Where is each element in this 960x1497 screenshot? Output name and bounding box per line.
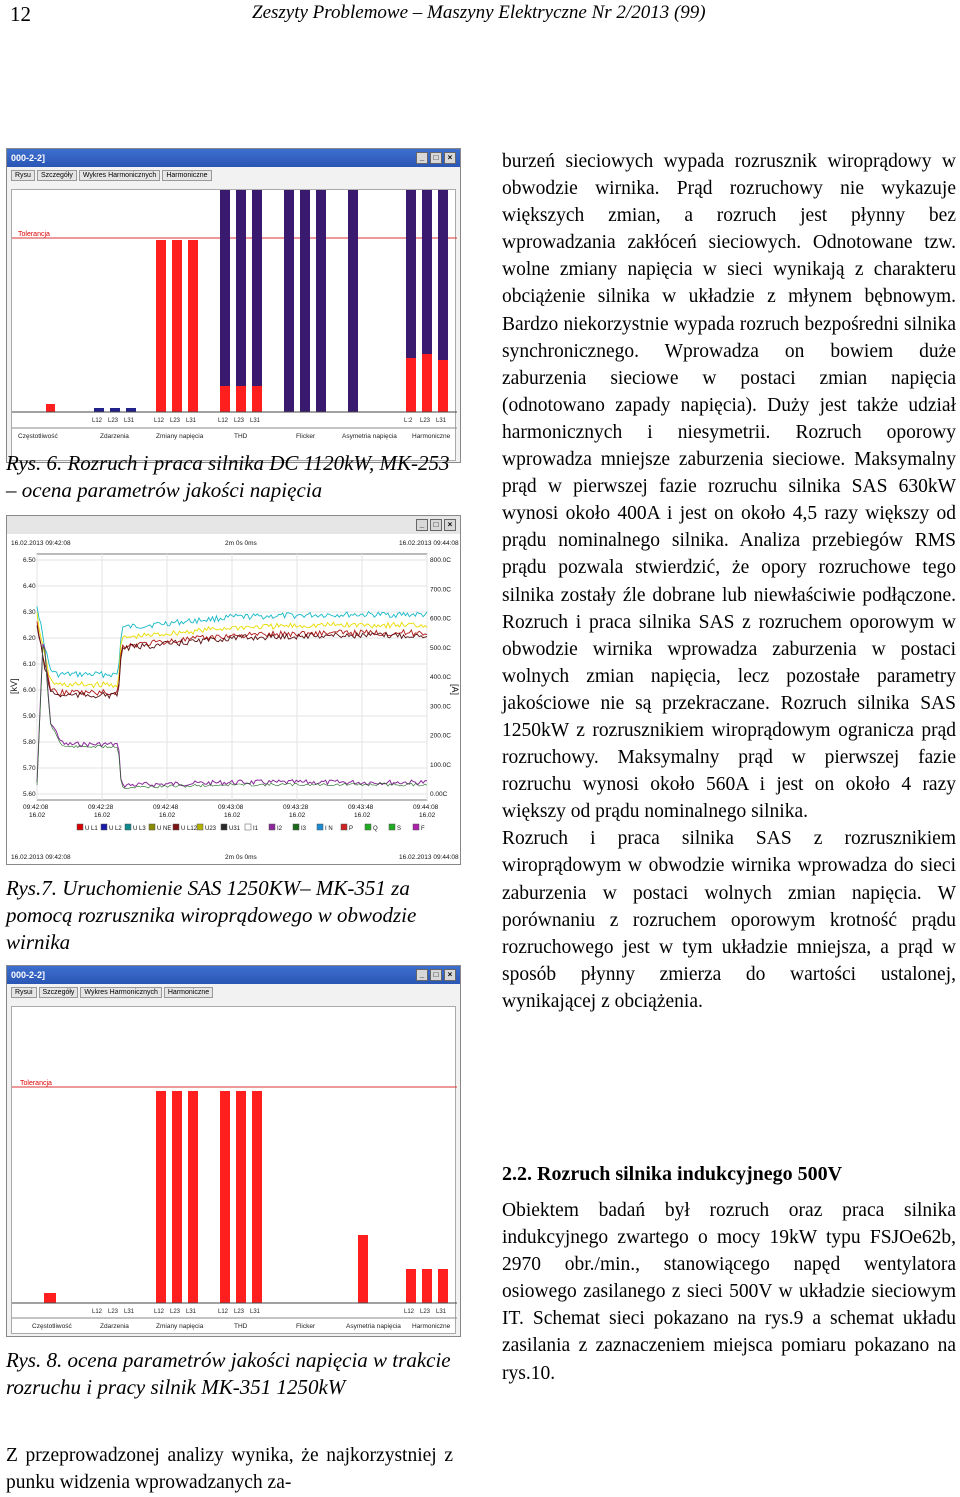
tick-label: L23: [234, 418, 245, 424]
maximize-icon[interactable]: □: [430, 519, 442, 531]
legend-label: U23: [205, 826, 217, 832]
legend-label: I3: [301, 826, 307, 832]
footer-start: 16.02.2013 09:42:08: [11, 854, 71, 861]
fig6-bars: [46, 190, 448, 412]
legend-label: S: [397, 826, 402, 832]
y-left-tick-label: 6.50: [23, 557, 36, 564]
fig8-bars: [44, 1091, 448, 1303]
legend-swatch: [341, 824, 347, 830]
group-label: Flicker: [296, 1323, 316, 1330]
tab-4[interactable]: Harmoniczne: [164, 987, 213, 998]
tick-label: L12: [218, 1309, 229, 1315]
window-title-bar: [7, 149, 460, 167]
bar: [172, 1091, 182, 1303]
tick-label: L12: [218, 418, 229, 424]
x-tick-date: 16.02: [159, 812, 176, 819]
legend-label: U L2: [109, 826, 122, 832]
legend-label: U L12: [181, 826, 198, 832]
tick-label: L23: [420, 418, 431, 424]
group-label: THD: [234, 1323, 248, 1330]
legend-label: Q: [373, 826, 378, 832]
y-right-tick-label: 0.00C: [430, 791, 448, 798]
bar: [172, 240, 182, 412]
window-title: 000-2-2]: [11, 970, 46, 980]
y-left-tick-label: 6.10: [23, 661, 36, 668]
y-left-tick-label: 6.40: [23, 583, 36, 590]
x-tick-time: 09:42:48: [153, 804, 179, 811]
x-tick-time: 09:43:48: [348, 804, 374, 811]
legend-swatch: [173, 824, 179, 830]
window-title-bar: [7, 516, 460, 534]
bar: [316, 190, 326, 412]
legend-swatch: [197, 824, 203, 830]
legend-swatch: [245, 824, 251, 830]
tolerance-label: Tolerancja: [18, 231, 50, 238]
legend-label: U NE: [157, 826, 172, 832]
tick-label: L12: [154, 418, 165, 424]
bar: [358, 1235, 368, 1303]
bar: [252, 190, 262, 386]
legend-swatch: [413, 824, 419, 830]
tick-label: L23: [234, 1309, 245, 1315]
bar: [284, 190, 294, 412]
tick-label: L31: [436, 418, 447, 424]
legend-swatch: [269, 824, 275, 830]
group-label: Asymetria napięcia: [346, 1323, 401, 1330]
tick-label: L:2: [404, 418, 413, 424]
legend-swatch: [149, 824, 155, 830]
tick-label: L31: [250, 1309, 261, 1315]
close-icon[interactable]: ×: [444, 969, 456, 981]
bar: [438, 1269, 448, 1303]
tolerance-label: Tolerancja: [20, 1080, 52, 1087]
bar: [300, 190, 310, 412]
close-icon[interactable]: ×: [444, 152, 456, 164]
legend-label: F: [421, 826, 425, 832]
tick-label: L31: [124, 418, 135, 424]
legend-label: U31: [229, 826, 241, 832]
bar-plot-area: [11, 189, 456, 461]
bar: [406, 190, 416, 358]
minimize-icon[interactable]: _: [416, 969, 428, 981]
tick-label: L23: [170, 1309, 181, 1315]
legend-label: P: [349, 826, 354, 832]
tick-label: L12: [404, 1309, 415, 1315]
legend-swatch: [389, 824, 395, 830]
bar: [236, 190, 246, 386]
group-label: Zmiany napięcia: [156, 433, 204, 440]
bar: [220, 1091, 230, 1303]
legend-label: I2: [277, 826, 283, 832]
y-right-tick-label: 500.0C: [430, 644, 451, 652]
x-tick-date: 16.02: [419, 812, 436, 819]
legend-swatch: [293, 824, 299, 830]
bar: [156, 240, 166, 412]
bar: [94, 408, 104, 412]
bar: [110, 408, 120, 412]
minimize-icon[interactable]: _: [416, 519, 428, 531]
figure-7-screenshot: [6, 515, 461, 865]
x-tick-time: 09:42:08: [23, 804, 49, 811]
y-right-tick-label: 300.0C: [430, 703, 451, 711]
y-right-tick-label: 400.0C: [430, 674, 451, 681]
group-label: Zdarzenia: [100, 1323, 129, 1330]
maximize-icon[interactable]: □: [430, 969, 442, 981]
tab-4[interactable]: Harmoniczne: [162, 170, 211, 181]
y-right-tick-label: 600.0C: [430, 615, 451, 623]
bar: [348, 190, 358, 412]
bar-plot-area: [11, 1006, 456, 1334]
group-label: Flicker: [296, 433, 316, 440]
journal-title: Zeszyty Problemowe – Maszyny Elektryczne Nr 2/2013 (99): [252, 2, 706, 23]
y-left-tick-label: 5.80: [23, 739, 36, 746]
figure-8-screenshot: [6, 965, 461, 1337]
fig7-svg: [7, 534, 460, 864]
footer-mid: 2m 0s 0ms: [225, 854, 257, 861]
bar: [44, 1293, 56, 1303]
tick-label: L31: [186, 418, 197, 424]
bar: [46, 404, 55, 412]
tick-label: L23: [108, 418, 119, 424]
tab-bar: [7, 984, 460, 1001]
bar: [422, 1269, 432, 1303]
tab-1[interactable]: Rysui: [11, 987, 37, 998]
minimize-icon[interactable]: _: [416, 152, 428, 164]
tick-label: L23: [108, 1309, 119, 1315]
legend-swatch: [77, 824, 83, 830]
group-label: Częstotliwość: [18, 433, 58, 440]
tab-2[interactable]: Szczegóły: [37, 170, 77, 181]
group-label: Zdarzenia: [100, 433, 129, 440]
legend-label: U L3: [133, 826, 146, 832]
x-tick-time: 09:43:08: [218, 804, 244, 811]
group-label: Harmoniczne: [412, 433, 451, 440]
time-start: 16.02.2013 09:42:08: [11, 540, 71, 547]
y-left-tick-label: 6.20: [23, 635, 36, 642]
bar: [156, 1091, 166, 1303]
tab-bar: [7, 167, 460, 184]
x-tick-time: 09:44:08: [413, 804, 439, 811]
bar: [422, 190, 432, 354]
tick-label: L23: [420, 1309, 431, 1315]
bar: [252, 386, 262, 412]
group-label: Częstotliwość: [32, 1323, 72, 1330]
y-right-tick-label: 800.0C: [430, 557, 451, 564]
section-heading: 2.2. Rozruch silnika indukcyjnego 500V: [502, 1163, 843, 1185]
bar: [406, 1269, 416, 1303]
bar: [220, 190, 230, 386]
window-title: 000-2-2]: [11, 153, 46, 163]
x-tick-date: 16.02: [354, 812, 371, 819]
figure-8-caption: Rys. 8. ocena parametrów jakości napięcia w trakcie rozruchu i pracy silnik MK-351 1250kW: [6, 1348, 451, 1399]
bar: [438, 190, 448, 360]
x-tick-date: 16.02: [29, 812, 46, 819]
y-right-tick-label: 700.0C: [430, 586, 451, 594]
x-tick-date: 16.02: [94, 812, 111, 819]
window-title-bar: [7, 966, 460, 984]
group-label: THD: [234, 433, 248, 440]
paragraph: Rozruch i praca silnika SAS z rozrusznikiem wiroprądowym w obwodzie wirnika wprowadza do sieci zaburzenia w postaci wolnych zmian napięcia. W porównaniu z rozruchem oporowym krotność prądu rozruchowego jest w tym układzie mniejsza, a prąd w sposób płynny zmierza do wartości ustalonej, wynikającej z obciążenia.: [502, 828, 956, 1012]
y-left-tick-label: 5.70: [23, 765, 36, 772]
close-icon[interactable]: ×: [444, 519, 456, 531]
tab-3[interactable]: Wykres Harmonicznych: [80, 987, 161, 998]
legend-swatch: [125, 824, 131, 830]
bar: [252, 1091, 262, 1303]
bar: [422, 354, 432, 412]
group-label: Zmiany napięcia: [156, 1323, 204, 1330]
x-tick-date: 16.02: [289, 812, 306, 819]
legend-swatch: [221, 824, 227, 830]
paragraph: Z przeprowadzonej analizy wynika, że najkorzystniej z punku widzenia wprowadzanych za-: [6, 1445, 453, 1494]
group-label: Asymetria napięcia: [342, 433, 397, 440]
fig6-svg: [12, 190, 457, 460]
x-tick-date: 16.02: [224, 812, 241, 819]
bar: [220, 386, 230, 412]
y-right-label: [A]: [450, 684, 460, 696]
tab-3[interactable]: Wykres Harmonicznych: [79, 170, 160, 181]
right-column-text: [502, 148, 956, 1015]
footer-end: 16.02.2013 09:44:08: [399, 854, 459, 861]
y-right-tick-label: 100.0C: [430, 761, 451, 769]
group-label: Harmoniczne: [412, 1323, 451, 1330]
fig8-svg: [12, 1007, 457, 1333]
figure-6-screenshot: [6, 148, 461, 463]
legend-label: I1: [253, 826, 259, 832]
bar: [188, 1091, 198, 1303]
tick-label: L12: [154, 1309, 165, 1315]
tick-label: L12: [92, 418, 103, 424]
tick-label: L31: [250, 418, 261, 424]
tab-2[interactable]: Szczegóły: [39, 987, 79, 998]
tick-label: L31: [436, 1309, 447, 1315]
time-mid: 2m 0s 0ms: [225, 540, 257, 547]
y-left-tick-label: 6.00: [23, 687, 36, 694]
tick-label: L31: [124, 1309, 135, 1315]
x-tick-time: 09:43:28: [283, 804, 309, 811]
right-column-text-2: [502, 1197, 956, 1387]
y-right-tick-label: 200.0C: [430, 732, 451, 740]
time-end: 16.02.2013 09:44:08: [399, 540, 459, 547]
bar: [406, 358, 416, 412]
maximize-icon[interactable]: □: [430, 152, 442, 164]
legend-swatch: [101, 824, 107, 830]
bar: [188, 240, 198, 412]
page-number: 12: [10, 2, 31, 26]
paragraph: Obiektem badań był rozruch oraz praca silnika indukcyjnego zwartego o mocy 19kW typu FSJOe62b, 2970 obr./min., stanowiącego napęd wentylatora osiowego zasilanego z sieci 500V w układzie sieciowym IT. Schemat sieci pokazano na rys.9 a schemat układu zasilania z zaznaczeniem miejsca pomiaru pokazano na rys.10.: [502, 1200, 956, 1384]
y-left-tick-label: 6.30: [23, 609, 36, 616]
tick-label: L12: [92, 1309, 103, 1315]
figure-6-caption: Rys. 6. Rozruch i praca silnika DC 1120kW, MK-253 – ocena parametrów jakości napięcia: [6, 451, 450, 502]
y-left-tick-label: 5.90: [23, 713, 36, 720]
bar: [236, 1091, 246, 1303]
legend-swatch: [365, 824, 371, 830]
bar: [126, 408, 136, 412]
tick-label: L23: [170, 418, 181, 424]
y-left-tick-label: 5.60: [23, 791, 36, 798]
legend-swatch: [317, 824, 323, 830]
figure-7-caption: Rys.7. Uruchomienie SAS 1250KW– MK-351 za pomocą rozrusznika wiroprądowego w obwodzie wirnika: [6, 876, 417, 954]
left-column-text: [6, 1442, 453, 1496]
paragraph: burzeń sieciowych wypada rozrusznik wiroprądowy w obwodzie wirnika. Prąd rozruchowy nie wykazuje większych zmian, a rozruch jest płynny bez wprowadzania zakłóceń sieciowych. Odnotowane tzw. wolne zmiany napięcia w sieci wynikają z charakteru obciążenie silnika w układzie z młynem bębnowym. Bardzo niekorzystnie wypada rozruch bezpośredni silnika synchronicznego. Wprowadza on bowiem duże zaburzenia sieciowe w postaci zmian napięcia (odnotowano zapady napięcia). Duży jest także udział harmonicznych i niesymetrii. Rozruch oporowy wprowadza mniejsze zaburzenia sieciowe. Maksymalny prąd w pierwszej fazie rozruchu silnika SAS 630kW wynosi około 400A i jest on około 4,5 razy większy od prądu nominalnego silnika. Analiza przebiegów RMS prądu pozwala stwierdzić, że opory rozruchowe tego silnika zostały źle dobrane lub niewłaściwie podłączone. Rozruch i praca silnika SAS z rozruchem oporowym w obwodzie wirnika wprowadza zaburzenia w postaci wolnych zmian napięcia, lecz pozostałe parametry jakościowe nie są przekraczane. Rozruch silnika SAS 1250kW z rozrusznikiem wiroprądowym ogranicza prąd rozruchowy. Maksymalny prąd w pierwszej fazie rozruchu wynosi około 560A i jest on około 4 razy większy od prądu nominalnego silnika.: [502, 151, 956, 823]
tab-1[interactable]: Rysu: [11, 170, 35, 181]
y-left-label: [kV]: [9, 678, 19, 694]
bar: [438, 360, 448, 412]
bar: [236, 386, 246, 412]
legend-label: I N: [325, 826, 333, 832]
tick-label: L31: [186, 1309, 197, 1315]
x-tick-time: 09:42:28: [88, 804, 114, 811]
y-right-ticks: [430, 557, 451, 798]
legend-label: U L1: [85, 826, 98, 832]
